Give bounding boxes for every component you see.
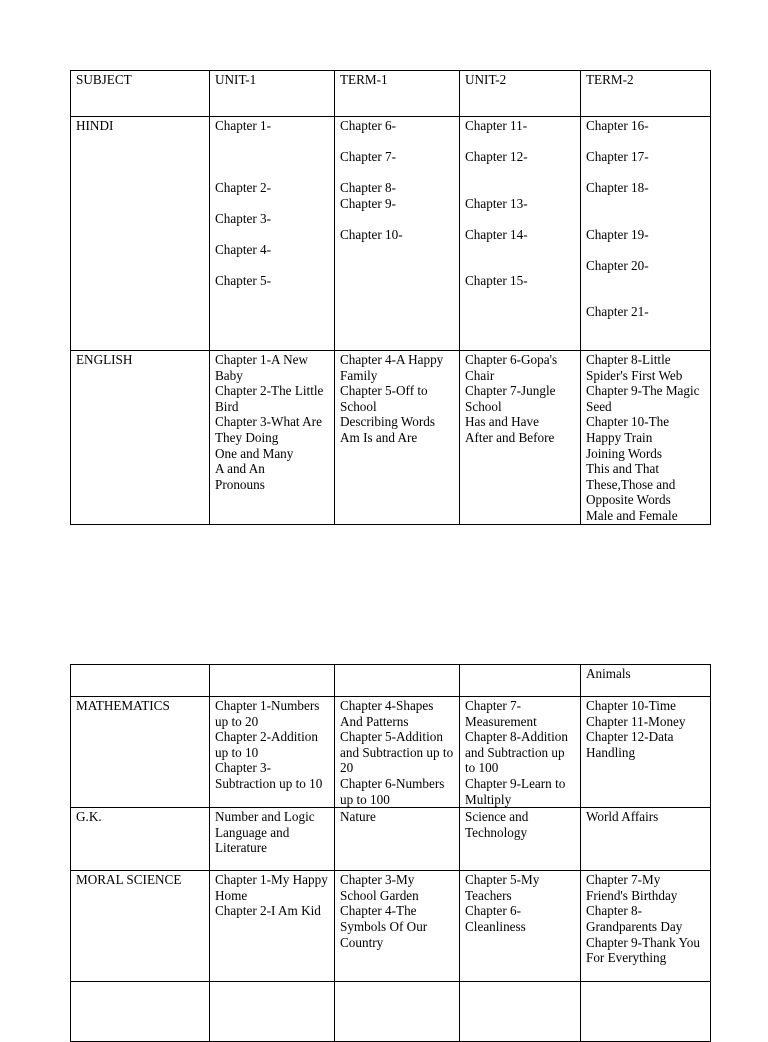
list-item: Chapter 8-Little Spider's First Web [586, 352, 683, 383]
list-item: Chapter 1-A New Baby [215, 352, 309, 383]
list-item: Chapter 7- [340, 149, 397, 164]
mathematics-term-2 [581, 697, 711, 808]
english-term-2 [581, 351, 711, 525]
mathematics-unit-2 [460, 697, 581, 808]
empty-cell [335, 982, 460, 1042]
syllabus-table-1 [70, 70, 711, 525]
moral-science-subject: MORAL SCIENCE [71, 871, 210, 982]
empty-cell [71, 982, 210, 1042]
empty-cell [210, 982, 335, 1042]
list-item: Chapter 6- [340, 118, 397, 133]
list-item: Chapter 20- [586, 258, 649, 273]
syllabus-table-2 [70, 664, 711, 1042]
empty-row [71, 982, 711, 1042]
gk-unit-2 [460, 808, 581, 871]
empty-cell [460, 982, 581, 1042]
moral-science-unit-2 [460, 871, 581, 982]
list-item: Chapter 12- [465, 149, 528, 164]
list-item: Chapter 10- [340, 227, 403, 242]
list-item: A and An [215, 461, 265, 477]
list-item: Chapter 7-Measurement [465, 698, 537, 729]
header-term-1: TERM-1 [335, 71, 460, 117]
gk-term-1 [335, 808, 460, 871]
list-item: These,Those and [586, 476, 676, 492]
list-item: Chapter 8- [340, 180, 397, 195]
list-item: Chapter 13- [465, 196, 528, 211]
gk-unit-1 [210, 808, 335, 871]
list-item: Male and Female [586, 507, 678, 523]
list-item: This and That [586, 461, 660, 477]
empty-cell [335, 665, 460, 697]
list-item: Chapter 2-I Am Kid [215, 903, 321, 919]
hindi-unit-1 [210, 117, 335, 351]
list-item: Science and Technology [465, 809, 529, 840]
english-unit-1 [210, 351, 335, 525]
list-item: Number and Logic [215, 809, 315, 825]
gk-subject: G.K. [71, 808, 210, 871]
list-item: Chapter 5-Off to School [340, 383, 428, 414]
gk-row [71, 808, 711, 871]
list-item: Chapter 5-My Teachers [465, 872, 540, 903]
list-item: Chapter 10-The Happy Train [586, 414, 670, 445]
list-item: Language and Literature [215, 824, 290, 856]
hindi-row [71, 117, 711, 351]
list-item: Pronouns [215, 476, 265, 492]
list-item: Chapter 6-Cleanliness [465, 903, 526, 934]
list-item: Chapter 5- [215, 273, 272, 288]
list-item: Joining Words [586, 445, 662, 461]
header-unit-2: UNIT-2 [460, 71, 581, 117]
list-item: After and Before [465, 429, 555, 445]
mathematics-unit-1 [210, 697, 335, 808]
list-item: Chapter 3-My School Garden [340, 872, 419, 903]
list-item: Chapter 11-Money [586, 713, 686, 729]
hindi-term-1 [335, 117, 460, 351]
list-item: Opposite Words [586, 492, 671, 508]
list-item: Describing Words [340, 414, 436, 430]
list-item: Chapter 4-The Symbols Of Our Country [340, 903, 428, 950]
list-item: Chapter 17- [586, 149, 649, 164]
list-item: One and Many [215, 445, 294, 461]
moral-science-unit-1 [210, 871, 335, 982]
list-item: Chapter 2- [215, 180, 272, 195]
continued-term-2: Animals [581, 665, 711, 697]
list-item: Chapter 15- [465, 273, 528, 288]
list-item: Chapter 8-Grandparents Day [586, 903, 683, 934]
list-item: Chapter 10-Time [586, 698, 676, 713]
hindi-unit-2 [460, 117, 581, 351]
list-item: Chapter 5-Addition and Subtraction up to 20 [340, 729, 454, 776]
moral-science-term-1 [335, 871, 460, 982]
hindi-subject: HINDI [71, 117, 210, 351]
empty-cell [71, 665, 210, 697]
mathematics-term-1 [335, 697, 460, 808]
list-item: Chapter 8-Addition and Subtraction up to 100 [465, 729, 568, 776]
list-item: Has and Have [465, 414, 539, 430]
list-item: Chapter 9-Thank You For Everything [586, 934, 700, 966]
header-subject: SUBJECT [71, 71, 210, 117]
gk-term-2 [581, 808, 711, 871]
list-item: Chapter 18- [586, 180, 649, 195]
moral-science-row [71, 871, 711, 982]
english-term-1 [335, 351, 460, 525]
list-item: Chapter 2-Addition up to 10 [215, 729, 318, 760]
list-item: Chapter 21- [586, 304, 649, 319]
moral-science-term-2 [581, 871, 711, 982]
list-item: Chapter 7-My Friend's Birthday [586, 872, 678, 903]
empty-cell [210, 665, 335, 697]
list-item: Chapter 16- [586, 118, 649, 133]
list-item: Chapter 14- [465, 227, 528, 242]
list-item: Chapter 9-Learn to Multiply [465, 775, 566, 807]
header-term-2: TERM-2 [581, 71, 711, 117]
list-item: Chapter 7-Jungle School [465, 383, 556, 414]
list-item: Nature [340, 809, 376, 825]
english-row [71, 351, 711, 525]
list-item: Chapter 6-Numbers up to 100 [340, 775, 445, 807]
list-item: Chapter 3-Subtraction up to 10 [215, 760, 323, 791]
mathematics-row [71, 697, 711, 808]
list-item: Chapter 12-Data Handling [586, 729, 674, 760]
list-item: Chapter 9-The Magic Seed [586, 383, 700, 414]
list-item: Chapter 3- [215, 211, 272, 226]
list-item: Chapter 2-The Little Bird [215, 383, 324, 414]
list-item: Chapter 1- [215, 118, 272, 133]
list-item: Chapter 1-Numbers up to 20 [215, 698, 320, 729]
list-item: Am Is and Are [340, 429, 418, 445]
english-subject: ENGLISH [71, 351, 210, 525]
list-item: Chapter 19- [586, 227, 649, 242]
list-item: Chapter 1-My Happy Home [215, 872, 328, 903]
header-row [71, 71, 711, 117]
list-item: World Affairs [586, 809, 659, 825]
list-item: Chapter 3-What Are They Doing [215, 414, 322, 445]
header-unit-1: UNIT-1 [210, 71, 335, 117]
empty-cell [581, 982, 711, 1042]
list-item: Chapter 9- [340, 196, 397, 211]
empty-cell [460, 665, 581, 697]
mathematics-subject: MATHEMATICS [71, 697, 210, 808]
list-item: Chapter 4- [215, 242, 272, 257]
hindi-term-2 [581, 117, 711, 351]
list-item: Chapter 6-Gopa's Chair [465, 352, 558, 383]
continued-row [71, 665, 711, 697]
english-unit-2 [460, 351, 581, 525]
list-item: Chapter 4-A Happy Family [340, 352, 444, 383]
list-item: Chapter 4-Shapes And Patterns [340, 698, 434, 729]
list-item: Chapter 11- [465, 118, 528, 133]
